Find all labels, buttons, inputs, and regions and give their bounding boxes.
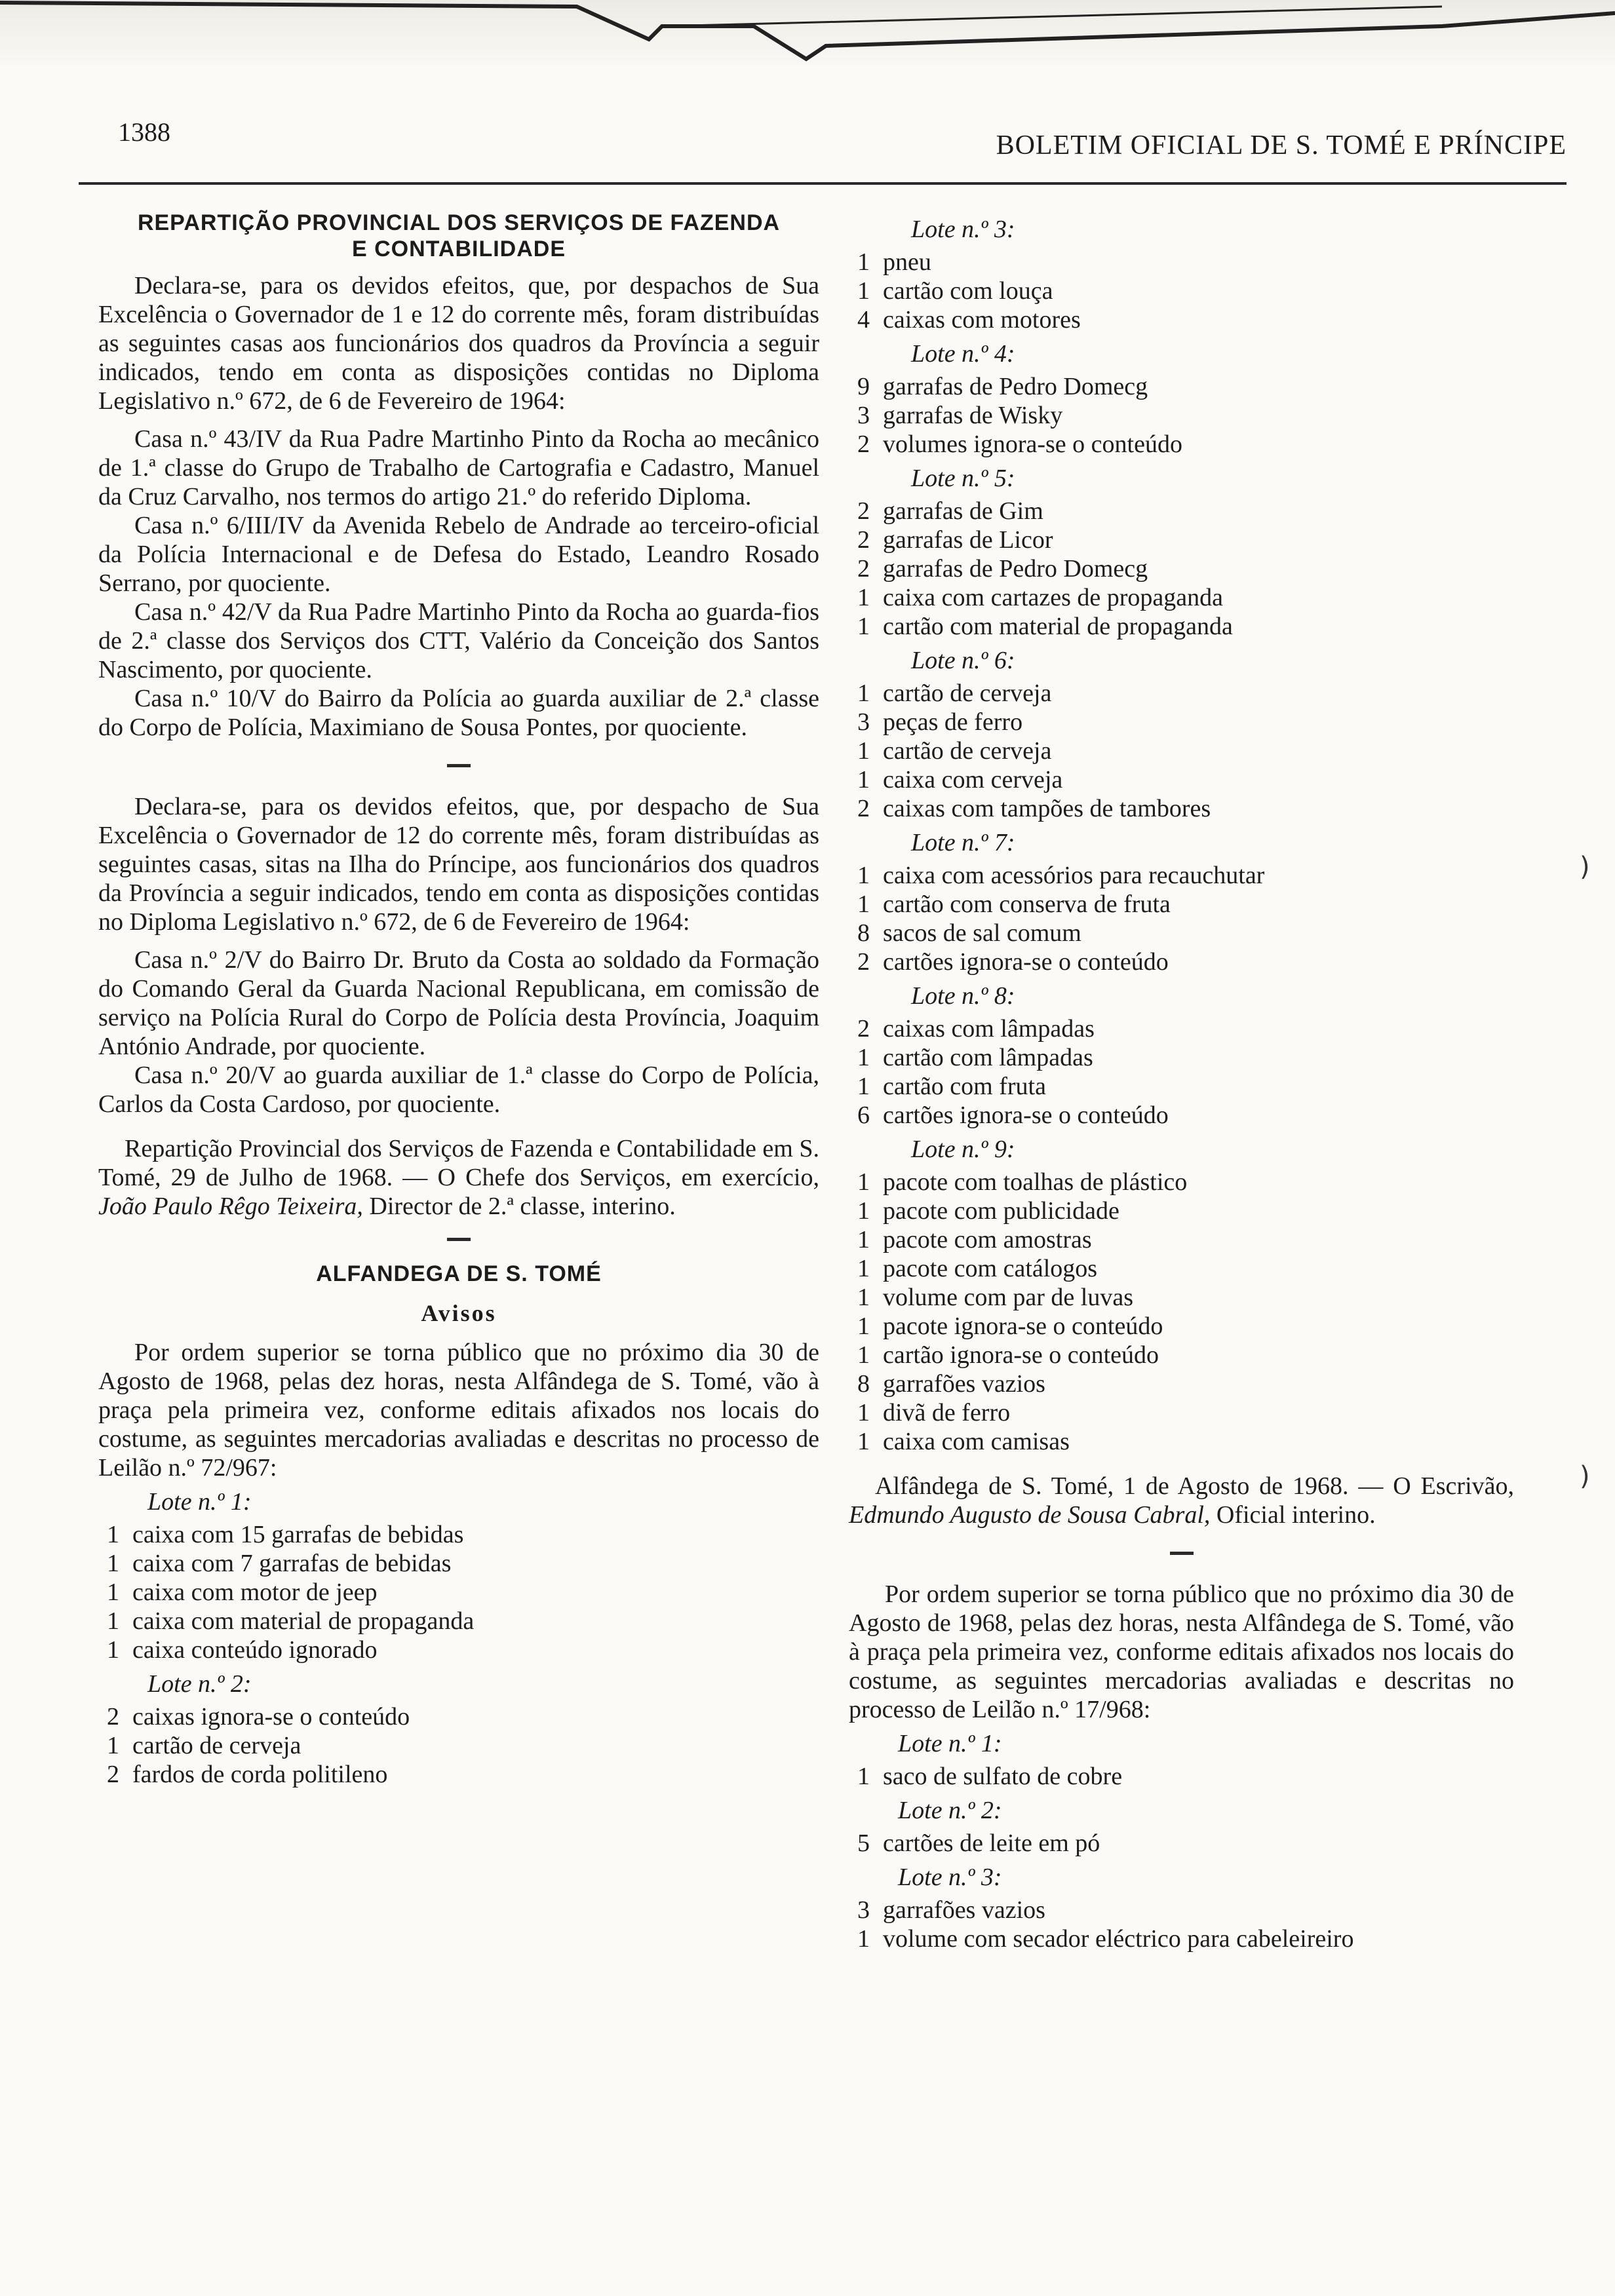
house-assignment-4: Casa n.º 10/V do Bairro da Polícia ao guarda auxiliar de 2.ª classe do Corpo de Polícia, Maximiano de Sousa Pontes, por quociente. — [98, 685, 819, 741]
lot-heading: Lote n.º 2: — [898, 1797, 1002, 1824]
scan-artifact-top — [0, 0, 1615, 72]
lot-item-qty: 1 — [857, 277, 870, 305]
lot-item-qty: 1 — [107, 1607, 119, 1635]
lot-item — [849, 1283, 1514, 1312]
lot-heading: Lote n.º 7: — [911, 829, 1015, 856]
lot-item — [849, 305, 1514, 334]
alfandega-signatory-name: Edmundo Augusto de Sousa Cabral, — [849, 1501, 1211, 1529]
journal-title: BOLETIM OFICIAL DE S. TOMÉ E PRÍNCIPE — [996, 130, 1566, 161]
lot-item-desc: cartão com lâmpadas — [883, 1044, 1093, 1071]
lot-item-desc: volumes ignora-se o conteúdo — [883, 430, 1182, 458]
lot-item — [849, 248, 1514, 277]
lot-item — [849, 919, 1514, 947]
lot-block — [849, 464, 1514, 641]
lot-item-qty: 2 — [857, 497, 870, 525]
lot-item-desc: cartão de cerveja — [883, 679, 1052, 707]
lot-item — [849, 1014, 1514, 1043]
lot-item — [98, 1607, 819, 1636]
lot-block — [849, 1135, 1514, 1456]
house-assignment-6: Casa n.º 20/V ao guarda auxiliar de 1.ª classe do Corpo de Polícia, Carlos da Costa Cardoso, por quociente. — [98, 1062, 819, 1118]
lot-item-qty: 1 — [107, 1550, 119, 1577]
lot-item — [849, 1168, 1514, 1196]
lot-item-desc: cartão com material de propaganda — [883, 613, 1233, 640]
fazenda-signature — [98, 1134, 819, 1221]
lot-item-desc: cartão com conserva de fruta — [883, 890, 1171, 918]
lot-item-qty: 2 — [857, 555, 870, 583]
lot-block — [849, 1863, 1514, 1953]
lot-heading: Lote n.º 5: — [911, 465, 1015, 492]
lot-item-desc: garrafas de Pedro Domecg — [883, 555, 1148, 583]
lot-item — [849, 947, 1514, 976]
lot-heading: Lote n.º 1: — [147, 1488, 252, 1516]
lot-item-desc: caixa com cerveja — [883, 766, 1063, 794]
lot-item-qty: 1 — [107, 1521, 119, 1548]
fazenda-signature-text: Repartição Provincial dos Serviços de Fazenda e Contabilidade em S. Tomé, 29 de Julho de 1968. — O Chefe dos Serviços, em exercício, — [98, 1135, 819, 1191]
alfandega-signatory-role: Oficial interino. — [1216, 1501, 1376, 1529]
lot-block — [849, 1729, 1514, 1791]
lot-item-desc: volume com secador eléctrico para cabeleireiro — [883, 1925, 1354, 1953]
lot-item-desc: caixa com camisas — [883, 1428, 1070, 1455]
lot-item-desc: fardos de corda politileno — [132, 1761, 388, 1788]
lot-item-qty: 1 — [857, 613, 870, 640]
fazenda-signatory-name: João Paulo Rêgo Teixeira, — [98, 1193, 363, 1220]
lot-item-qty: 1 — [857, 1428, 870, 1455]
lot-item-desc: garrafas de Pedro Domecg — [883, 373, 1148, 400]
lot-heading: Lote n.º 3: — [911, 216, 1015, 243]
lot-item-desc: cartão com fruta — [883, 1073, 1046, 1100]
lot-item-desc: garrafas de Wisky — [883, 402, 1063, 429]
lot-item — [849, 1341, 1514, 1369]
lot-item-desc: pacote com catálogos — [883, 1255, 1098, 1282]
lot-heading: Lote n.º 2: — [147, 1670, 252, 1698]
lot-item-qty: 8 — [857, 919, 870, 947]
section-separator — [447, 764, 471, 767]
lot-item-desc: garrafas de Gim — [883, 497, 1043, 525]
lot-item — [849, 1312, 1514, 1341]
lot-item-qty: 1 — [857, 679, 870, 707]
lot-item — [98, 1731, 819, 1760]
lot-item-desc: caixas com lâmpadas — [883, 1015, 1095, 1043]
lot-item — [849, 430, 1514, 459]
lot-item-qty: 1 — [857, 1255, 870, 1282]
lot-item-qty: 1 — [107, 1732, 119, 1759]
lot-item-desc: caixa com acessórios para recauchutar — [883, 862, 1265, 889]
lot-item-desc: saco de sulfato de cobre — [883, 1763, 1123, 1790]
fazenda-signatory-role: Director de 2.ª classe, interino. — [369, 1193, 676, 1220]
lot-item — [849, 737, 1514, 765]
lot-item-desc: caixa com cartazes de propaganda — [883, 584, 1224, 611]
lot-item-desc: caixa com 15 garrafas de bebidas — [132, 1521, 464, 1548]
lot-block — [98, 1487, 819, 1664]
lot-item-qty: 1 — [857, 1284, 870, 1311]
lot-heading: Lote n.º 3: — [898, 1864, 1002, 1891]
house-assignment-2: Casa n.º 6/III/IV da Avenida Rebelo de Andrade ao terceiro-oficial da Polícia Internacional e de Defesa do Estado, Leandro Rosado Serrano, por quociente. — [98, 512, 819, 597]
lot-item-qty: 1 — [857, 248, 870, 276]
lot-item — [849, 372, 1514, 401]
lot-item — [849, 1254, 1514, 1283]
lot-item-qty: 1 — [107, 1578, 119, 1606]
lot-item — [849, 277, 1514, 305]
lot-item-desc: pacote com toalhas de plástico — [883, 1168, 1188, 1196]
auction-notice-1: Por ordem superior se torna público que no próximo dia 30 de Agosto de 1968, pelas dez horas, nesta Alfândega de S. Tomé, vão à praça pela primeira vez, conforme editais afixados nos locais do costume, as seguintes mercadorias avaliadas e descritas no processo de Leilão n.º 72/967: — [98, 1339, 819, 1482]
lot-item — [849, 1369, 1514, 1398]
lot-item — [849, 708, 1514, 737]
lot-item — [849, 583, 1514, 612]
page-header — [118, 111, 1566, 164]
lot-item — [849, 1762, 1514, 1791]
lot-item-desc: caixa com motor de jeep — [132, 1578, 378, 1606]
house-assignment-5: Casa n.º 2/V do Bairro Dr. Bruto da Costa ao soldado da Formação do Comando Geral da Guarda Nacional Republicana, em comissão de serviço na Polícia Rural do Corpo de Polícia desta Província, Joaquim António Andrade, por quociente. — [98, 946, 819, 1060]
declaration-paragraph-2: Declara-se, para os devidos efeitos, que, por despacho de Sua Excelência o Governador de 12 do corrente mês, foram distribuídas as seguintes casas, sitas na Ilha do Príncipe, aos funcionários dos quadros da Província a seguir indicados, tendo em conta as disposições contidas no Diploma Legislativo n.º 672, de 6 de Fevereiro de 1964: — [98, 793, 819, 936]
header-rule — [79, 182, 1566, 185]
lot-heading: Lote n.º 8: — [911, 982, 1015, 1010]
lot-item-qty: 1 — [107, 1636, 119, 1664]
lot-item-desc: cartão de cerveja — [132, 1732, 302, 1759]
lot-item — [849, 794, 1514, 823]
lot-item — [849, 1896, 1514, 1924]
lot-item-qty: 2 — [107, 1761, 119, 1788]
lot-item-qty: 1 — [857, 1925, 870, 1953]
lot-item-qty: 1 — [857, 1399, 870, 1426]
lot-item — [849, 1924, 1514, 1953]
lot-item — [849, 1398, 1514, 1427]
lot-heading: Lote n.º 4: — [911, 340, 1015, 368]
lot-item-desc: caixa conteúdo ignorado — [132, 1636, 378, 1664]
section-separator — [447, 1238, 471, 1241]
house-assignment-1: Casa n.º 43/IV da Rua Padre Martinho Pinto da Rocha ao mecânico de 1.ª classe do Grupo de Trabalho de Cartografia e Cadastro, Manuel da Cruz Carvalho, nos termos do artigo 21.º do referido Diploma. — [98, 425, 819, 510]
lot-block — [98, 1670, 819, 1789]
lot-item-qty: 1 — [857, 1073, 870, 1100]
lot-item-desc: cartão ignora-se o conteúdo — [883, 1341, 1159, 1369]
lot-item-qty: 1 — [857, 1226, 870, 1253]
lot-item — [849, 497, 1514, 526]
lot-heading: Lote n.º 6: — [911, 647, 1015, 674]
lot-item — [849, 554, 1514, 583]
lot-item — [849, 1101, 1514, 1130]
lot-block — [849, 828, 1514, 976]
lot-item-desc: cartão de cerveja — [883, 737, 1052, 765]
lot-item-desc: pacote ignora-se o conteúdo — [883, 1312, 1163, 1340]
declaration-paragraph-1: Declara-se, para os devidos efeitos, que, por despachos de Sua Excelência o Governador de 1 e 12 do corrente mês, foram distribuídas as seguintes casas aos funcionários dos quadros da Província a seguir indicados, tendo em conta as disposições contidas no Diploma Legislativo n.º 672, de 6 de Fevereiro de 1964: — [98, 272, 819, 415]
lot-item-desc: cartões ignora-se o conteúdo — [883, 948, 1169, 976]
avisos-subtitle: Avisos — [421, 1300, 497, 1326]
lot-item-desc: garrafões vazios — [883, 1896, 1045, 1924]
lot-item-desc: sacos de sal comum — [883, 919, 1081, 947]
lot-item — [98, 1520, 819, 1549]
lot-item — [849, 401, 1514, 430]
right-column — [849, 210, 1514, 1959]
page-number: 1388 — [118, 117, 170, 147]
lot-item-desc: pacote com publicidade — [883, 1197, 1119, 1225]
lot-block — [849, 1796, 1514, 1858]
lot-block — [849, 646, 1514, 823]
lot-item-desc: pneu — [883, 248, 931, 276]
lot-item-qty: 2 — [107, 1703, 119, 1731]
lot-item-qty: 1 — [857, 1341, 870, 1369]
margin-bracket-mark: ) — [1580, 1461, 1590, 1491]
lot-item — [98, 1578, 819, 1607]
lot-item-desc: caixas com tampões de tambores — [883, 795, 1211, 822]
lot-item-qty: 5 — [857, 1829, 870, 1857]
lot-item-qty: 1 — [857, 1044, 870, 1071]
lot-item-qty: 3 — [857, 1896, 870, 1924]
lot-item — [849, 1829, 1514, 1858]
lot-item-qty: 2 — [857, 526, 870, 554]
alfandega-signature-text: Alfândega de S. Tomé, 1 de Agosto de 1968. — O Escrivão, — [875, 1472, 1514, 1500]
lot-item-qty: 2 — [857, 1015, 870, 1043]
lot-item — [849, 679, 1514, 708]
lot-heading: Lote n.º 1: — [898, 1730, 1002, 1757]
margin-bracket-mark: ) — [1580, 852, 1590, 882]
lot-item — [849, 1427, 1514, 1456]
lot-item-qty: 1 — [857, 1197, 870, 1225]
lot-item-qty: 1 — [857, 862, 870, 889]
alfandega-section-title: ALFANDEGA DE S. TOMÉ — [316, 1261, 602, 1286]
lot-item-qty: 1 — [857, 737, 870, 765]
lot-item — [849, 765, 1514, 794]
lot-block — [849, 339, 1514, 459]
lot-item-qty: 2 — [857, 430, 870, 458]
lot-item-desc: garrafões vazios — [883, 1370, 1045, 1398]
fazenda-title-line-1: REPARTIÇÃO PROVINCIAL DOS SERVIÇOS DE FAZENDA — [137, 210, 781, 235]
left-column — [98, 210, 819, 1794]
lot-item — [849, 861, 1514, 890]
lot-item-qty: 1 — [857, 584, 870, 611]
fazenda-title-line-2: E CONTABILIDADE — [351, 237, 566, 261]
lot-item — [98, 1549, 819, 1578]
lot-block — [849, 215, 1514, 334]
lot-item — [849, 1043, 1514, 1072]
house-assignment-3: Casa n.º 42/V da Rua Padre Martinho Pinto da Rocha ao guarda-fios de 2.ª classe dos Serviços dos CTT, Valério da Conceição dos Santos Nascimento, por quociente. — [98, 598, 819, 683]
lot-item-qty: 2 — [857, 795, 870, 822]
lot-item — [849, 1196, 1514, 1225]
auction-notice-2: Por ordem superior se torna público que no próximo dia 30 de Agosto de 1968, pelas dez horas, nesta Alfândega de S. Tomé, vão à praça pela primeira vez, conforme editais afixados nos locais do costume, as seguintes mercadorias avaliadas e descritas no processo de Leilão n.º 17/968: — [849, 1580, 1514, 1723]
lot-item-desc: divã de ferro — [883, 1399, 1011, 1426]
lot-item-desc: caixas com motores — [883, 306, 1081, 334]
lot-block — [849, 982, 1514, 1130]
lot-item-desc: cartões de leite em pó — [883, 1829, 1100, 1857]
lot-item-desc: pacote com amostras — [883, 1226, 1092, 1253]
lot-item-qty: 3 — [857, 708, 870, 736]
lot-item-qty: 1 — [857, 1312, 870, 1340]
lot-item-qty: 4 — [857, 306, 870, 334]
alfandega-signature — [849, 1472, 1514, 1529]
lot-item-desc: garrafas de Licor — [883, 526, 1053, 554]
fazenda-section-title — [98, 210, 819, 262]
lot-item-desc: cartão com louça — [883, 277, 1053, 305]
lot-item — [98, 1702, 819, 1731]
lot-item-qty: 1 — [857, 1168, 870, 1196]
lot-item-qty: 2 — [857, 948, 870, 976]
lot-item-qty: 9 — [857, 373, 870, 400]
lot-item-qty: 6 — [857, 1101, 870, 1129]
lot-item-qty: 1 — [857, 766, 870, 794]
lot-item-qty: 1 — [857, 890, 870, 918]
lot-item — [849, 612, 1514, 641]
lot-item — [98, 1760, 819, 1789]
lot-item — [98, 1636, 819, 1664]
lot-item — [849, 1072, 1514, 1101]
lot-item-desc: caixas ignora-se o conteúdo — [132, 1703, 410, 1731]
section-separator — [1170, 1552, 1194, 1555]
lot-item-desc: caixa com material de propaganda — [132, 1607, 475, 1635]
lot-item-desc: caixa com 7 garrafas de bebidas — [132, 1550, 452, 1577]
lot-item — [849, 1225, 1514, 1254]
lot-item-qty: 3 — [857, 402, 870, 429]
lot-item-qty: 8 — [857, 1370, 870, 1398]
lot-item — [849, 526, 1514, 554]
lot-heading: Lote n.º 9: — [911, 1136, 1015, 1163]
lot-item-qty: 1 — [857, 1763, 870, 1790]
lot-item-desc: peças de ferro — [883, 708, 1023, 736]
lot-item — [849, 890, 1514, 919]
lot-item-desc: volume com par de luvas — [883, 1284, 1134, 1311]
lot-item-desc: cartões ignora-se o conteúdo — [883, 1101, 1169, 1129]
